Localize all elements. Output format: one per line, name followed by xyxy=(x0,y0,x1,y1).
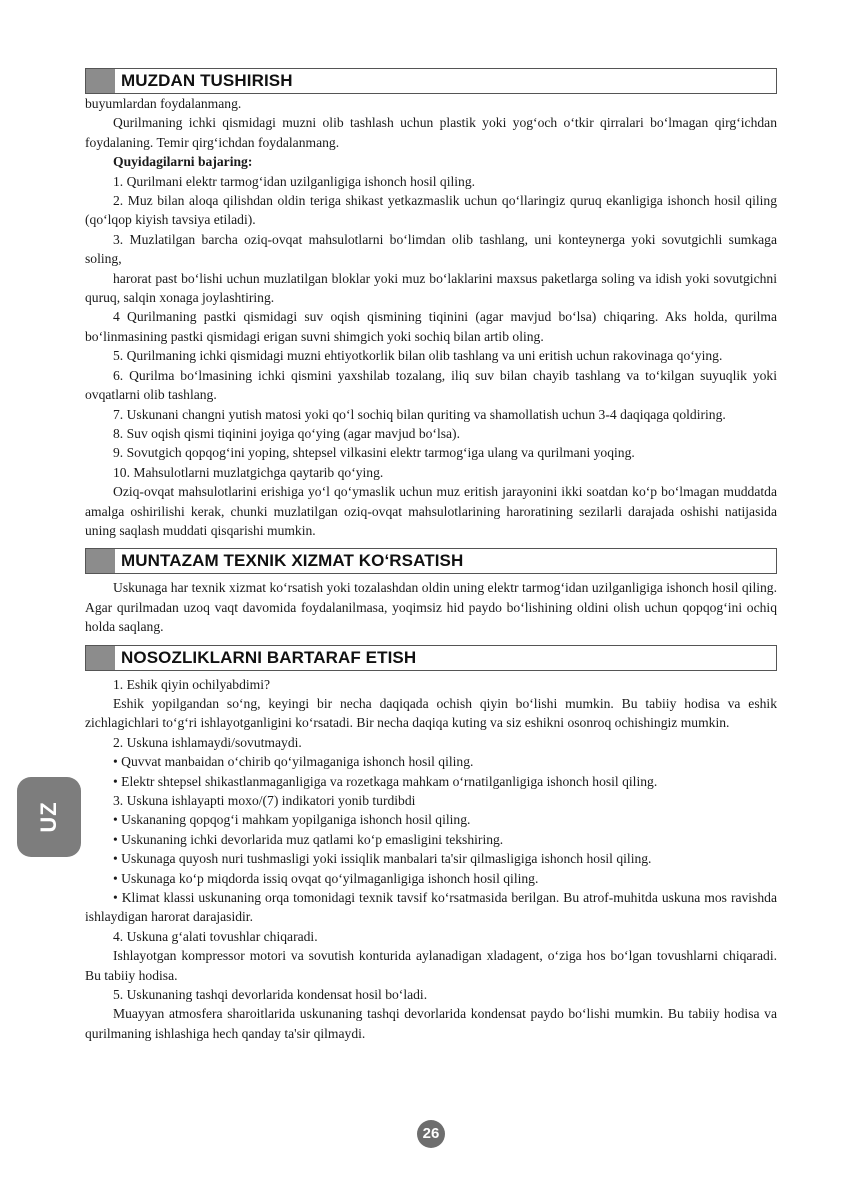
paragraph: 4 Qurilmaning pastki qismidagi suv oqish qismining tiqinini (agar mavjud bo‘lsa) chiqaring. Aks holda, qurilma bo‘linmasining pastki qismidagi erigan suvni shimgich yoki sochiq bilan artib oling. xyxy=(85,309,777,344)
paragraph: Oziq-ovqat mahsulotlarini erishiga yo‘l qo‘ymaslik uchun muz eritish jarayonini ikki soatdan ko‘p bo‘lmagan muddatda amalga oshirilishi kerak, chunki muzlatilgan oziq-ovqat mahsulotlarining haroratining sezilarli darajada oshishi natijasida uning saqlash muddati qisqarishi mumkin. xyxy=(85,484,777,538)
section xyxy=(85,68,777,540)
section xyxy=(85,548,777,636)
paragraph: • Uskunaga ko‘p miqdorda issiq ovqat qo‘yilmaganligiga ishonch hosil qiling. xyxy=(113,870,539,886)
section-heading-marker xyxy=(86,549,115,573)
section-heading-marker xyxy=(86,69,115,93)
paragraph: buyumlardan foydalanmang. xyxy=(85,96,242,111)
language-tab-label: UZ xyxy=(36,801,61,833)
section-body xyxy=(85,94,777,540)
paragraph: 1. Qurilmani elektr tarmog‘idan uzilganligiga ishonch hosil qiling. xyxy=(113,173,476,189)
section-body xyxy=(85,578,777,636)
paragraph: • Uskunaga quyosh nuri tushmasligi yoki issiqlik manbalari ta'sir qilmasligiga ishonch hosil qiling. xyxy=(113,851,652,867)
paragraph: 3. Muzlatilgan barcha oziq-ovqat mahsulotlarni bo‘limdan olib tashlang, uni konteynerga yoki sovutgichli sumkaga soling, xyxy=(85,231,777,267)
paragraph: 4. Uskuna g‘alati tovushlar chiqaradi. xyxy=(113,928,318,944)
page-number: 26 xyxy=(417,1120,445,1148)
paragraph: Qurilmaning ichki qismidagi muzni olib tashlash uchun plastik yoki yog‘och o‘tkir qirralari bo‘lmagan qirg‘ichdan foydalaning. Temir qirg‘ichdan foydalanmang. xyxy=(85,115,777,150)
language-tab xyxy=(17,777,81,857)
paragraph: 2. Muz bilan aloqa qilishdan oldin teriga shikast yetkazmaslik uchun qo‘llaringiz quruq ekanligiga ishonch hosil qiling (qo‘lqop kiyish tavsiya etiladi). xyxy=(85,193,777,228)
paragraph: Eshik yopilgandan so‘ng, keyingi bir necha daqiqada ochish qiyin bo‘lishi mumkin. Bu tabiiy hodisa va eshik zichlagichlari to‘g‘ri ishlayotganligini ko‘rsatadi. Bir necha daqiqa kuting va siz eshikni osonroq ochishingiz mumkin. xyxy=(85,695,777,731)
section-heading xyxy=(85,548,777,574)
paragraph: 6. Qurilma bo‘lmasining ichki qismini yaxshilab tozalang, iliq suv bilan chayib tashlang va to‘kilgan suyuqlik yoki ovqatlarni olib tashlang. xyxy=(85,367,777,403)
section xyxy=(85,645,777,1044)
document-page xyxy=(85,68,777,1043)
section-heading-marker xyxy=(86,646,115,670)
document-body xyxy=(85,68,777,1043)
paragraph: Ishlayotgan kompressor motori va sovutish konturida aylanadigan xladagent, o‘ziga hos bo‘lgan tovushlarni chiqaradi. Bu tabiiy hodisa. xyxy=(85,948,777,983)
paragraph: 9. Sovutgich qopqog‘ini yoping, shtepsel vilkasini elektr tarmog‘iga ulang va qurilmani yoqing. xyxy=(113,445,635,461)
paragraph: 5. Uskunaning tashqi devorlarida kondensat hosil bo‘ladi. xyxy=(113,987,428,1003)
paragraph: 1. Eshik qiyin ochilyabdimi? xyxy=(113,676,271,692)
paragraph: • Quvvat manbaidan o‘chirib qo‘yilmaganiga ishonch hosil qiling. xyxy=(113,754,474,770)
paragraph: 8. Suv oqish qismi tiqinini joyiga qo‘ying (agar mavjud bo‘lsa). xyxy=(113,425,460,441)
paragraph: • Klimat klassi uskunaning orqa tomonidagi texnik tavsif ko‘rsatmasida berilgan. Bu atrof-muhitda uskuna mos ravishda ishlaydigan harorat darajasidir. xyxy=(85,890,777,925)
paragraph: harorat past bo‘lishi uchun muzlatilgan bloklar yoki muz bo‘laklarini maxsus paketlarga soling va idish yoki sovutgichni quruq, salqin xonaga joylashtiring. xyxy=(85,270,777,306)
paragraph: 5. Qurilmaning ichki qismidagi muzni ehtiyotkorlik bilan olib tashlang va uni eritish uchun rakovinaga qo‘ying. xyxy=(113,348,723,364)
section-heading xyxy=(85,68,777,94)
section-body xyxy=(85,675,777,1044)
paragraph: Muayyan atmosfera sharoitlarida uskunaning tashqi devorlarida kondensat paydo bo‘lishi mumkin. Bu tabiiy hodisa va qurilmaning ishlashiga hech qanday ta'sir qilmaydi. xyxy=(85,1006,777,1041)
section-title: MUZDAN TUSHIRISH xyxy=(121,71,293,90)
paragraph: 10. Mahsulotlarni muzlatgichga qaytarib qo‘ying. xyxy=(113,464,384,480)
paragraph: • Uskananing qopqog‘i mahkam yopilganiga ishonch hosil qiling. xyxy=(113,812,471,828)
paragraph: Quyidagilarni bajaring: xyxy=(113,154,253,170)
paragraph: 3. Uskuna ishlayapti moxo/(7) indikatori yonib turdibdi xyxy=(113,793,416,808)
section-title: NOSOZLIKLARNI BARTARAF ETISH xyxy=(121,647,417,667)
paragraph: 7. Uskunani changni yutish matosi yoki qo‘l sochiq bilan quriting va shamollatish uchun 3-4 daqiqaga qoldiring. xyxy=(113,406,726,422)
paragraph: 2. Uskuna ishlamaydi/sovutmaydi. xyxy=(113,734,302,750)
paragraph: • Elektr shtepsel shikastlanmaganligiga va rozetkaga mahkam o‘rnatilganligiga ishonch hosil qiling. xyxy=(113,773,658,789)
section-heading xyxy=(85,645,777,671)
section-title: MUNTAZAM TEXNIK XIZMAT KO‘RSATISH xyxy=(121,551,464,571)
paragraph: • Uskunaning ichki devorlarida muz qatlami ko‘p emasligini tekshiring. xyxy=(113,831,504,847)
paragraph: Uskunaga har texnik xizmat ko‘rsatish yoki tozalashdan oldin uning elektr tarmog‘idan uzilganligiga ishonch hosil qiling. Agar qurilmadan uzoq vaqt davomida foydalanilmasa, yoqimsiz hid paydo bo‘lishining oldini olish uchun qopqog‘ini ochiq holda saqlang. xyxy=(85,580,777,635)
